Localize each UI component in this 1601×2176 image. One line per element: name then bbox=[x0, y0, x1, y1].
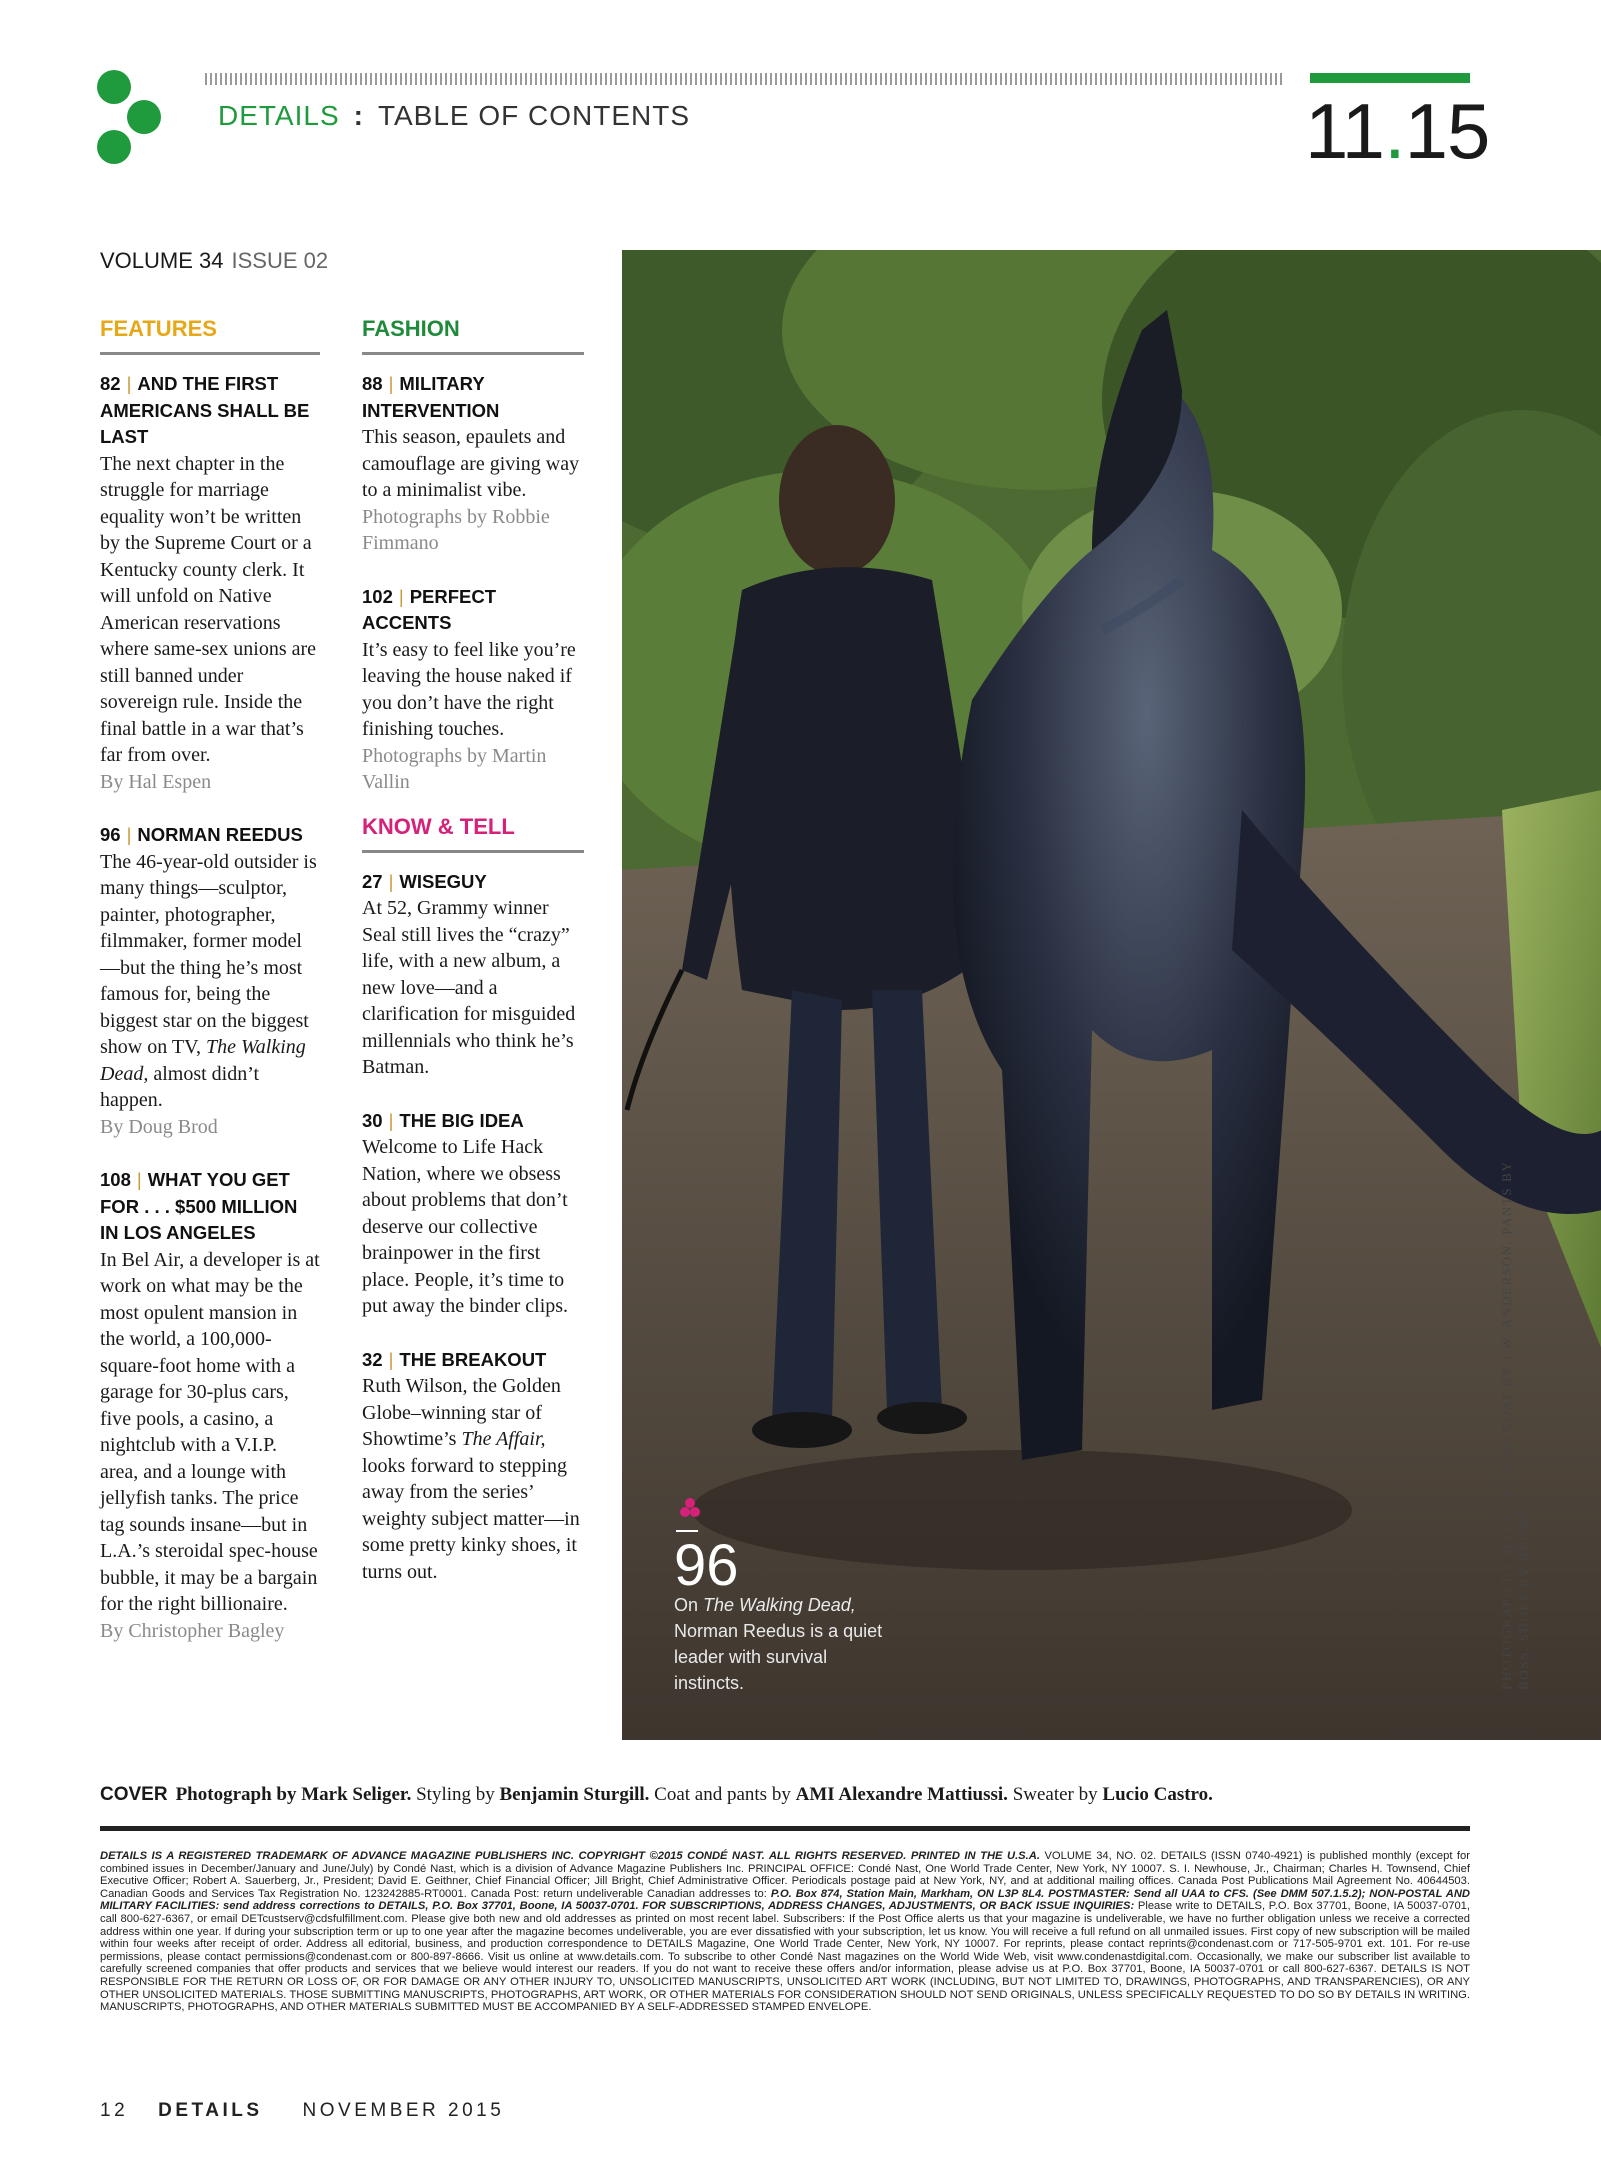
legal-text: VOLUME 34, NO. 02. DETAILS (ISSN 0740-4921) is published monthly (except for combined issues in December/January and June/July) by Condé Nast, which is a division of Advance Magazine Publishers Inc. PRINCIPAL OFFICE: Condé Nast, One World Trade Center, New York, NY 10007. S. I. Newhouse, Jr., Chairman; Charles H. Townsend, Chief Executive Officer; Robert A. Sauerberg, Jr., President; David E. Geithner, Chief Financial Officer; Jill Bright, Chief Administrative Officer. Periodicals postage paid at New York, NY, and at additional mailing offices. Canada Post Publications Mail Agreement No. 40644503. Canadian Goods and Services Tax Registration No. 123242885-RT0001. Canada Post: return undeliverable Canadian addresses to: bbox=[100, 1850, 1470, 1900]
entry-page: 108 bbox=[100, 1169, 131, 1190]
cover-label: COVER bbox=[100, 1784, 168, 1805]
photo-caption bbox=[674, 1592, 894, 1696]
header-separator: : bbox=[353, 100, 364, 131]
entry-heading bbox=[100, 1167, 320, 1247]
entry-body-text: The 46-year-old outsider is many things—sculptor, painter, photographer, filmmaker, former model—but the thing he’s most famous for, being the biggest star on the biggest show on TV, bbox=[100, 850, 317, 1058]
entry-credit: By Christopher Bagley bbox=[100, 1619, 285, 1642]
entry-credit: By Hal Espen bbox=[100, 770, 212, 793]
entry-page: 82 bbox=[100, 373, 121, 394]
entry-page: 30 bbox=[362, 1109, 383, 1131]
entry-divider: | bbox=[136, 1169, 142, 1190]
toc-entry[interactable] bbox=[100, 371, 320, 795]
entry-body-italic: The Affair, bbox=[461, 1428, 546, 1450]
entry-credit: By Doug Brod bbox=[100, 1115, 218, 1138]
legal-bold: DETAILS IS A REGISTERED TRADEMARK OF ADVANCE MAGAZINE PUBLISHERS INC. COPYRIGHT ©2015 CONDÉ NAST. ALL RIGHTS RESERVED. PRINTED IN THE U.S.A. bbox=[100, 1850, 1040, 1862]
entry-body: The next chapter in the struggle for marriage equality won’t be written by the Supreme Court or a Kentucky county clerk. It will unfold on Native American reservations where same-sex unions are still banned under sovereign rule. Inside the final battle in a war that’s far from over. bbox=[100, 452, 317, 766]
legal-text: Please write to DETAILS, P.O. Box 37701, Boone, IA 50037-0701, call 800-627-6367, or email DETcustserv@cdsfulfillment.com. Please give both new and old addresses as printed on most recent label. Subscribers: If the Post Office alerts us that your magazine is undeliverable, we have no further obligation unless we receive a corrected address within one year. If during your subscription term or up to one year after the magazine becomes undeliverable, you are ever dissatisfied with your subscription, let us know. You will receive a full refund on all unmailed issues. First copy of new subscription will be mailed within four weeks after receipt of order. Address all editorial, business, and production correspondence to DETAILS Magazine, One World Trade Center, New York, NY 10007. For reprints, please contact reprints@condenast.com or 717-505-9701 ext. 101. For re-use permissions, please contact permissions@condenast.com or 800-897-8666. Visit us online at www.details.com. To subscribe to other Condé Nast magazines on the World Wide Web, visit www.condenastdigital.com. Occasionally, we make our subscriber list available to carefully screened companies that offer products and services that we believe would interest our readers. If you do not want to receive these offers and/or information, please advise us at P.O. Box 37701, Boone, IA 50037-0701 or call 800-627-6367. DETAILS IS NOT RESPONSIBLE FOR THE RETURN OR LOSS OF, OR FOR DAMAGE OR ANY OTHER INJURY TO, UNSOLICITED MANUSCRIPTS, UNSOLICITED ART WORK (INCLUDING, BUT NOT LIMITED TO, DRAWINGS, PHOTOGRAPHS, AND TRANSPARENCIES), OR ANY OTHER UNSOLICITED MATERIALS. THOSE SUBMITTING MANUSCRIPTS, PHOTOGRAPHS, ART WORK, OR OTHER MATERIALS FOR CONSIDERATION SHOULD NOT SEND ORIGINALS, UNLESS SPECIFICALLY REQUESTED TO DO SO BY DETAILS IN WRITING. MANUSCRIPTS, PHOTOGRAPHS, AND OTHER MATERIALS SUBMITTED MUST BE ACCOMPANIED BY A SELF-ADDRESSED STAMPED ENVELOPE. bbox=[100, 1900, 1470, 2014]
features-column bbox=[100, 316, 320, 1671]
entry-divider: | bbox=[388, 373, 394, 394]
brand-name: DETAILS bbox=[218, 100, 340, 131]
cover-credit bbox=[100, 1784, 1213, 1806]
entry-body-italic: The Walking Dead, bbox=[100, 1036, 306, 1085]
issue-label: ISSUE 02 bbox=[231, 248, 329, 273]
entry-heading bbox=[362, 869, 584, 896]
toc-entry[interactable] bbox=[100, 1167, 320, 1644]
entry-heading bbox=[362, 1347, 584, 1374]
details-logo bbox=[97, 70, 169, 166]
entry-title: THE BIG IDEA bbox=[399, 1109, 524, 1131]
fashion-heading: FASHION bbox=[362, 316, 584, 355]
legal-bold: P.O. Box 874, Station Main, Markham, ON L3P 8L4. POSTMASTER: Send all UAA to CFS. (See DMM 507.1.5.2); NON-POSTAL AND MILITARY FACILITIES: send address corrections to DETAILS, P.O. Box 37701, Boone, IA 50037-0701. FOR SUBSCRIPTIONS, ADDRESS CHANGES, ADJUSTMENTS, OR BACK ISSUE INQUIRIES: bbox=[100, 1887, 1470, 1913]
entry-title: PERFECT ACCENTS bbox=[362, 585, 497, 633]
entry-body: In Bel Air, a developer is at work on what may be the most opulent mansion in the world, a 100,000-square-foot home with a garage for 30-plus cars, five pools, a casino, a nightclub with a V.I.P. area, and a lounge with jellyfish tanks. The price tag sounds insane—but in L.A.’s steroidal spec-house bubble, it may be a bargain for the right billionaire. bbox=[100, 1248, 320, 1615]
volume-line bbox=[100, 248, 328, 274]
entry-divider: | bbox=[388, 1109, 394, 1131]
section-name: TABLE OF CONTENTS bbox=[377, 100, 691, 131]
folio-magazine: DETAILS bbox=[158, 2100, 263, 2121]
issue-number bbox=[1305, 86, 1489, 177]
page-footer bbox=[100, 2100, 504, 2122]
photo-illustration bbox=[622, 250, 1601, 1740]
entry-body-text: almost didn’t happen. bbox=[100, 1062, 260, 1111]
caption-page-number: 96 bbox=[674, 1533, 739, 1598]
entry-body-text: looks forward to stepping away from the series’ weighty subject matter—in some pretty kinky shoes, it turns out. bbox=[362, 1454, 580, 1583]
entry-heading bbox=[100, 371, 320, 451]
entry-divider: | bbox=[388, 870, 394, 892]
cover-text: Sweater by bbox=[1007, 1784, 1103, 1805]
entry-credit: Photographs by Martin Vallin bbox=[362, 744, 547, 793]
features-heading: FEATURES bbox=[100, 316, 320, 355]
entry-credit: Photographs by Robbie Fimmano bbox=[362, 505, 550, 554]
cover-name: Benjamin Sturgill. bbox=[499, 1784, 650, 1805]
toc-entry[interactable] bbox=[362, 1108, 584, 1320]
toc-entry[interactable] bbox=[362, 584, 584, 796]
divider-rule bbox=[100, 1826, 1470, 1831]
entry-divider: | bbox=[126, 824, 132, 845]
cover-name: AMI Alexandre Mattiussi. bbox=[795, 1784, 1008, 1805]
entry-body-text: Ruth Wilson, the Golden Globe–winning star of Showtime’s bbox=[362, 1375, 561, 1450]
issue-dot: . bbox=[1383, 87, 1405, 175]
feature-photo[interactable] bbox=[622, 250, 1601, 1740]
entry-heading bbox=[362, 371, 584, 424]
entry-title: MILITARY INTERVENTION bbox=[362, 373, 500, 421]
entry-heading bbox=[362, 584, 584, 637]
entry-title: THE BREAKOUT bbox=[399, 1348, 547, 1370]
entry-page: 102 bbox=[362, 585, 393, 607]
photo-credit: PHOTOGRAPH BY MARK SELIGER. COAT BY J.W. ANDERSON. PANTS BY BOSS. SHOES BY HERMÈS. bbox=[1499, 1161, 1531, 1690]
caption-italic: The Walking Dead, bbox=[703, 1595, 856, 1615]
entry-divider: | bbox=[126, 373, 132, 394]
cover-text: Styling by bbox=[411, 1784, 500, 1805]
entry-title: WHAT YOU GET FOR . . . $500 MILLION IN LOS ANGELES bbox=[100, 1169, 298, 1243]
know-tell-heading: KNOW & TELL bbox=[362, 814, 584, 853]
toc-entry[interactable] bbox=[362, 1347, 584, 1586]
cover-name: Lucio Castro. bbox=[1102, 1784, 1213, 1805]
entry-title: NORMAN REEDUS bbox=[137, 824, 303, 845]
entry-page: 88 bbox=[362, 373, 383, 394]
toc-entry[interactable] bbox=[362, 869, 584, 1081]
fashion-column bbox=[362, 316, 584, 1612]
caption-text: Norman Reedus is a quiet leader with survival instincts. bbox=[674, 1621, 883, 1693]
header-barcode-strip bbox=[205, 73, 1285, 85]
issue-year: 15 bbox=[1404, 87, 1490, 175]
caption-logo-icon bbox=[680, 1497, 700, 1521]
entry-body bbox=[362, 1373, 584, 1585]
entry-divider: | bbox=[388, 1348, 394, 1370]
entry-body: Welcome to Life Hack Nation, where we obsess about problems that don’t deserve our collective brainpower in the first place. People, it’s time to put away the binder clips. bbox=[362, 1136, 569, 1317]
entry-body: This season, epaulets and camouflage are giving way to a minimalist vibe. bbox=[362, 426, 580, 501]
cover-text: Photograph by bbox=[175, 1784, 302, 1805]
entry-page: 96 bbox=[100, 824, 121, 845]
entry-page: 27 bbox=[362, 870, 383, 892]
cover-text: Coat and pants by bbox=[649, 1784, 796, 1805]
issue-month: 11 bbox=[1305, 87, 1384, 175]
entry-body: At 52, Grammy winner Seal still lives the “crazy” life, with a new album, a new love—and a clarification for misguided millennials who think he’s Batman. bbox=[362, 897, 576, 1078]
entry-title: AND THE FIRST AMERICANS SHALL BE LAST bbox=[100, 373, 310, 447]
toc-entry[interactable] bbox=[100, 822, 320, 1140]
legal-notice bbox=[100, 1850, 1470, 2014]
entry-heading bbox=[100, 822, 320, 849]
entry-title: WISEGUY bbox=[399, 870, 487, 892]
page-header-title bbox=[218, 100, 690, 132]
entry-body: It’s easy to feel like you’re leaving the house naked if you don’t have the right finishing touches. bbox=[362, 638, 576, 740]
entry-page: 32 bbox=[362, 1348, 383, 1370]
toc-entry[interactable] bbox=[362, 371, 584, 557]
cover-name: Mark Seliger. bbox=[301, 1784, 412, 1805]
volume-label: VOLUME 34 bbox=[100, 248, 224, 273]
entry-divider: | bbox=[398, 585, 404, 607]
entry-body bbox=[100, 849, 320, 1114]
entry-heading bbox=[362, 1108, 584, 1135]
caption-text: On bbox=[674, 1595, 704, 1615]
folio-page-number: 12 bbox=[100, 2100, 129, 2121]
header-accent-bar bbox=[1310, 73, 1470, 83]
folio-date: NOVEMBER 2015 bbox=[302, 2100, 505, 2121]
